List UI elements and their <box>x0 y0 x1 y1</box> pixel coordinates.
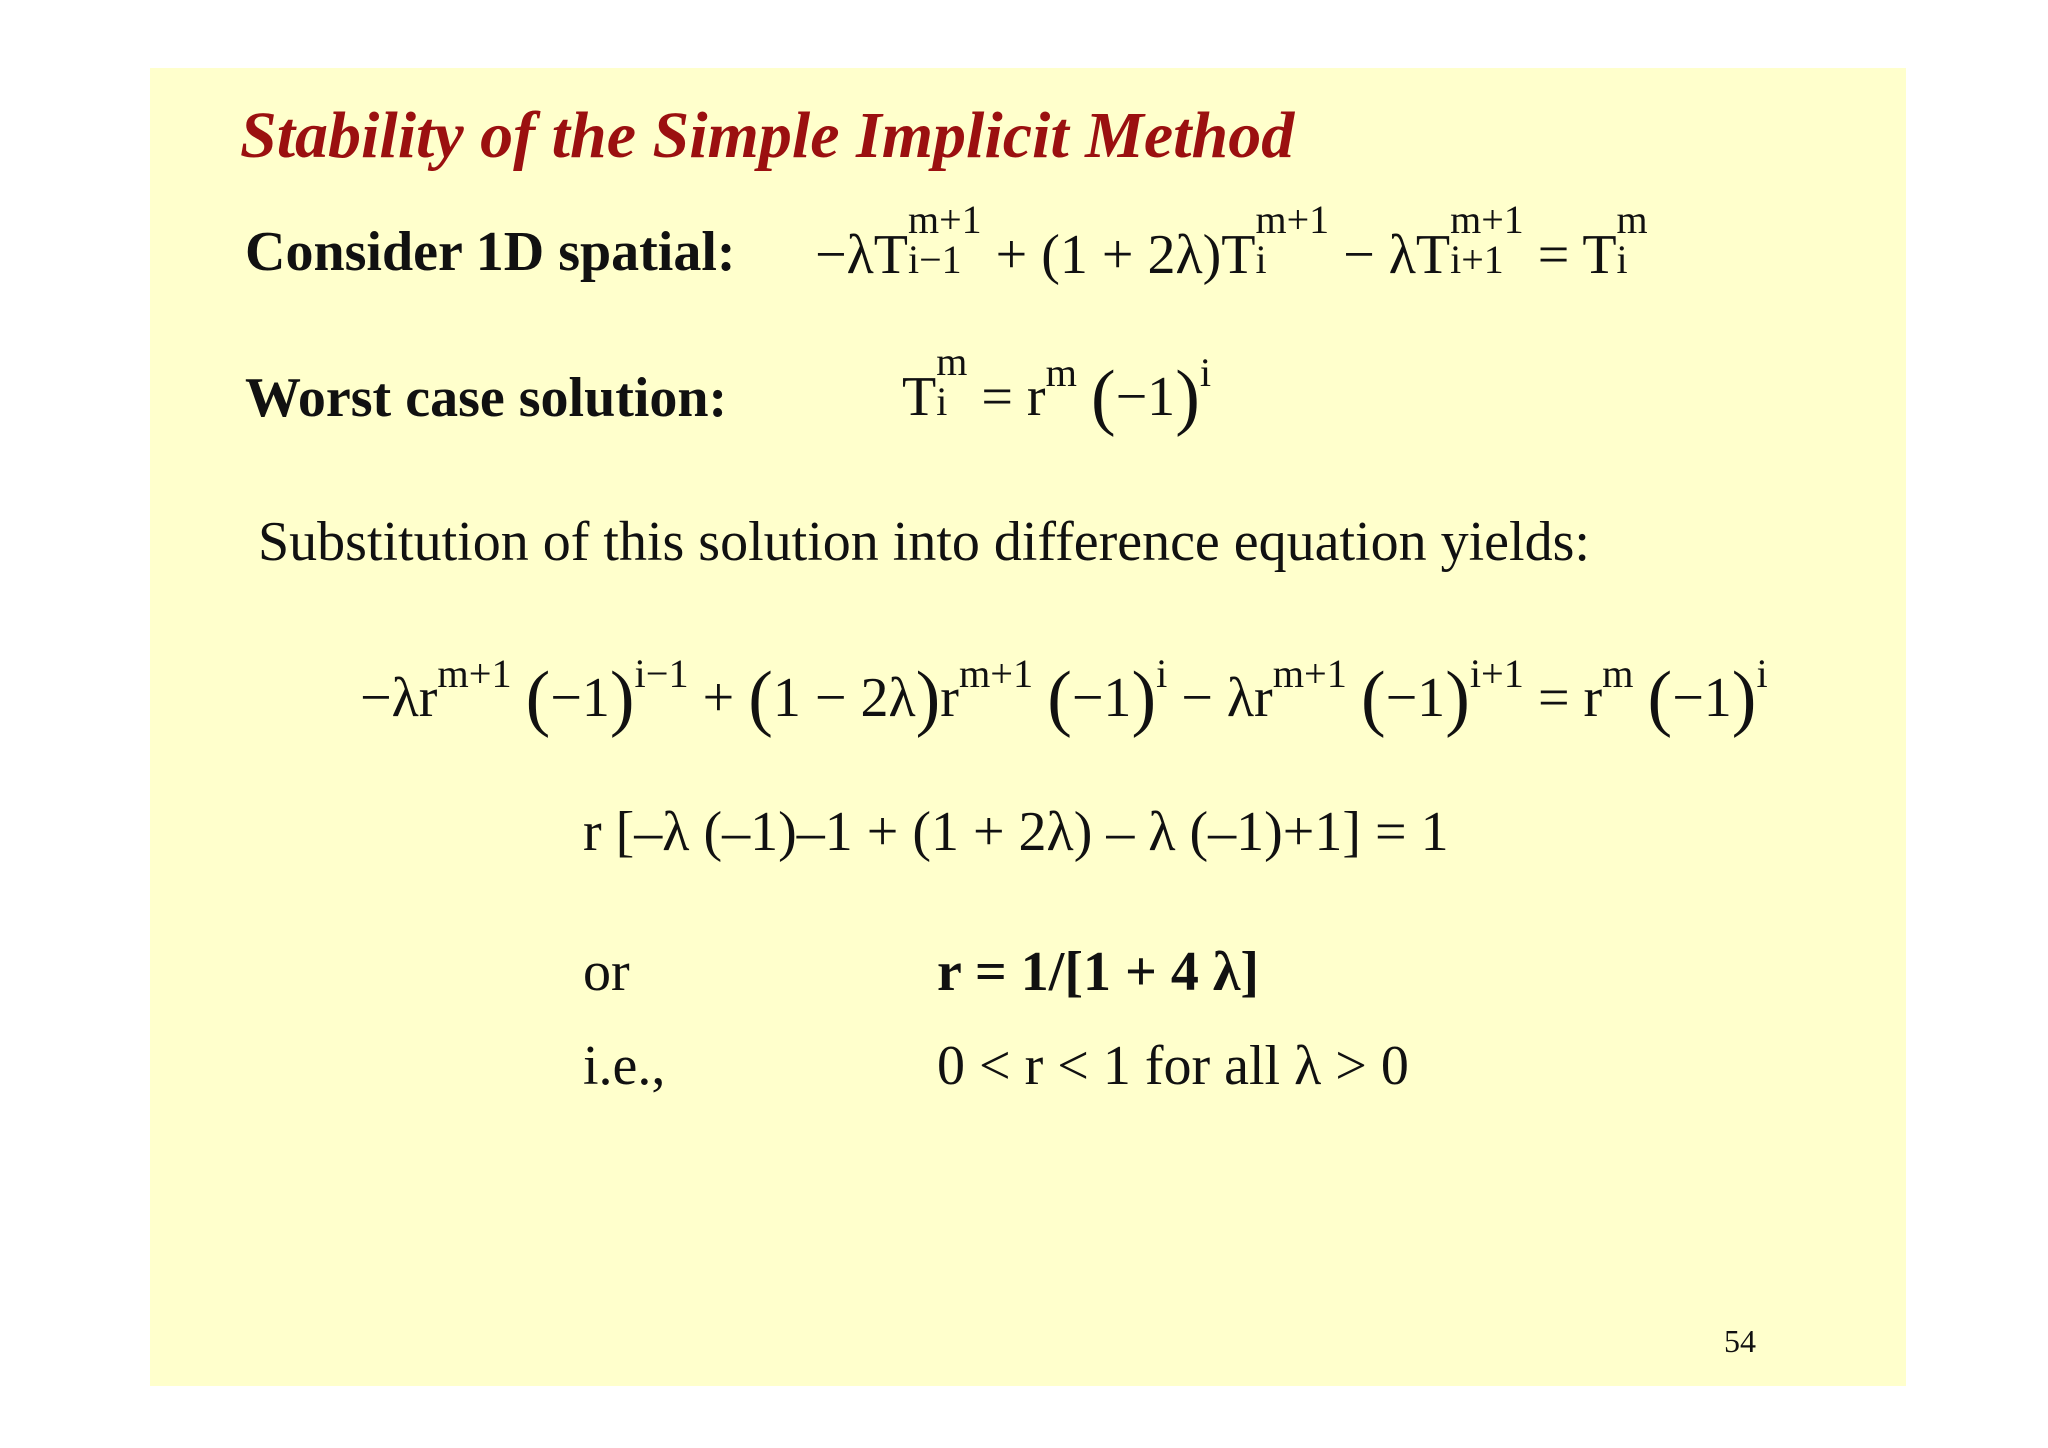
or-label: or <box>583 941 630 1003</box>
consider-label: Consider 1D spatial: <box>245 221 736 283</box>
equation-substituted: $-\lambda r^{m+1}$ $(-1)^{i-1} + (1 - 2\lambda)r^{m+1}$ $(-1)^i - \lambda r^{m+1}$ $(-1)^{i+1} = r^m$ $(-1)^i$ <box>360 650 1768 739</box>
ie-label: i.e., <box>583 1035 666 1097</box>
equation-r: r [–λ (–1)–1 + (1 + 2λ) – λ (–1)+1] = 1 <box>583 801 1449 863</box>
r-result: r = 1/[1 + 4 λ] <box>937 941 1260 1003</box>
page-number: 54 <box>1724 1323 1756 1359</box>
substitution-text: Substitution of this solution into difference equation yields: <box>258 511 1590 573</box>
slide-title: Stability of the Simple Implicit Method <box>240 99 1295 172</box>
r-range: 0 < r < 1 for all λ > 0 <box>937 1035 1409 1097</box>
slide <box>150 68 1906 1386</box>
worst-case-label: Worst case solution: <box>245 367 728 429</box>
equation-consider: −λT m+1 i−1 + (1 + 2λ)T m+1 i − λT m+1 i+1 = T m i <box>815 197 1648 286</box>
equation-worst-case: T m i = $r^m$ $(-1)^i$ <box>902 339 1212 438</box>
